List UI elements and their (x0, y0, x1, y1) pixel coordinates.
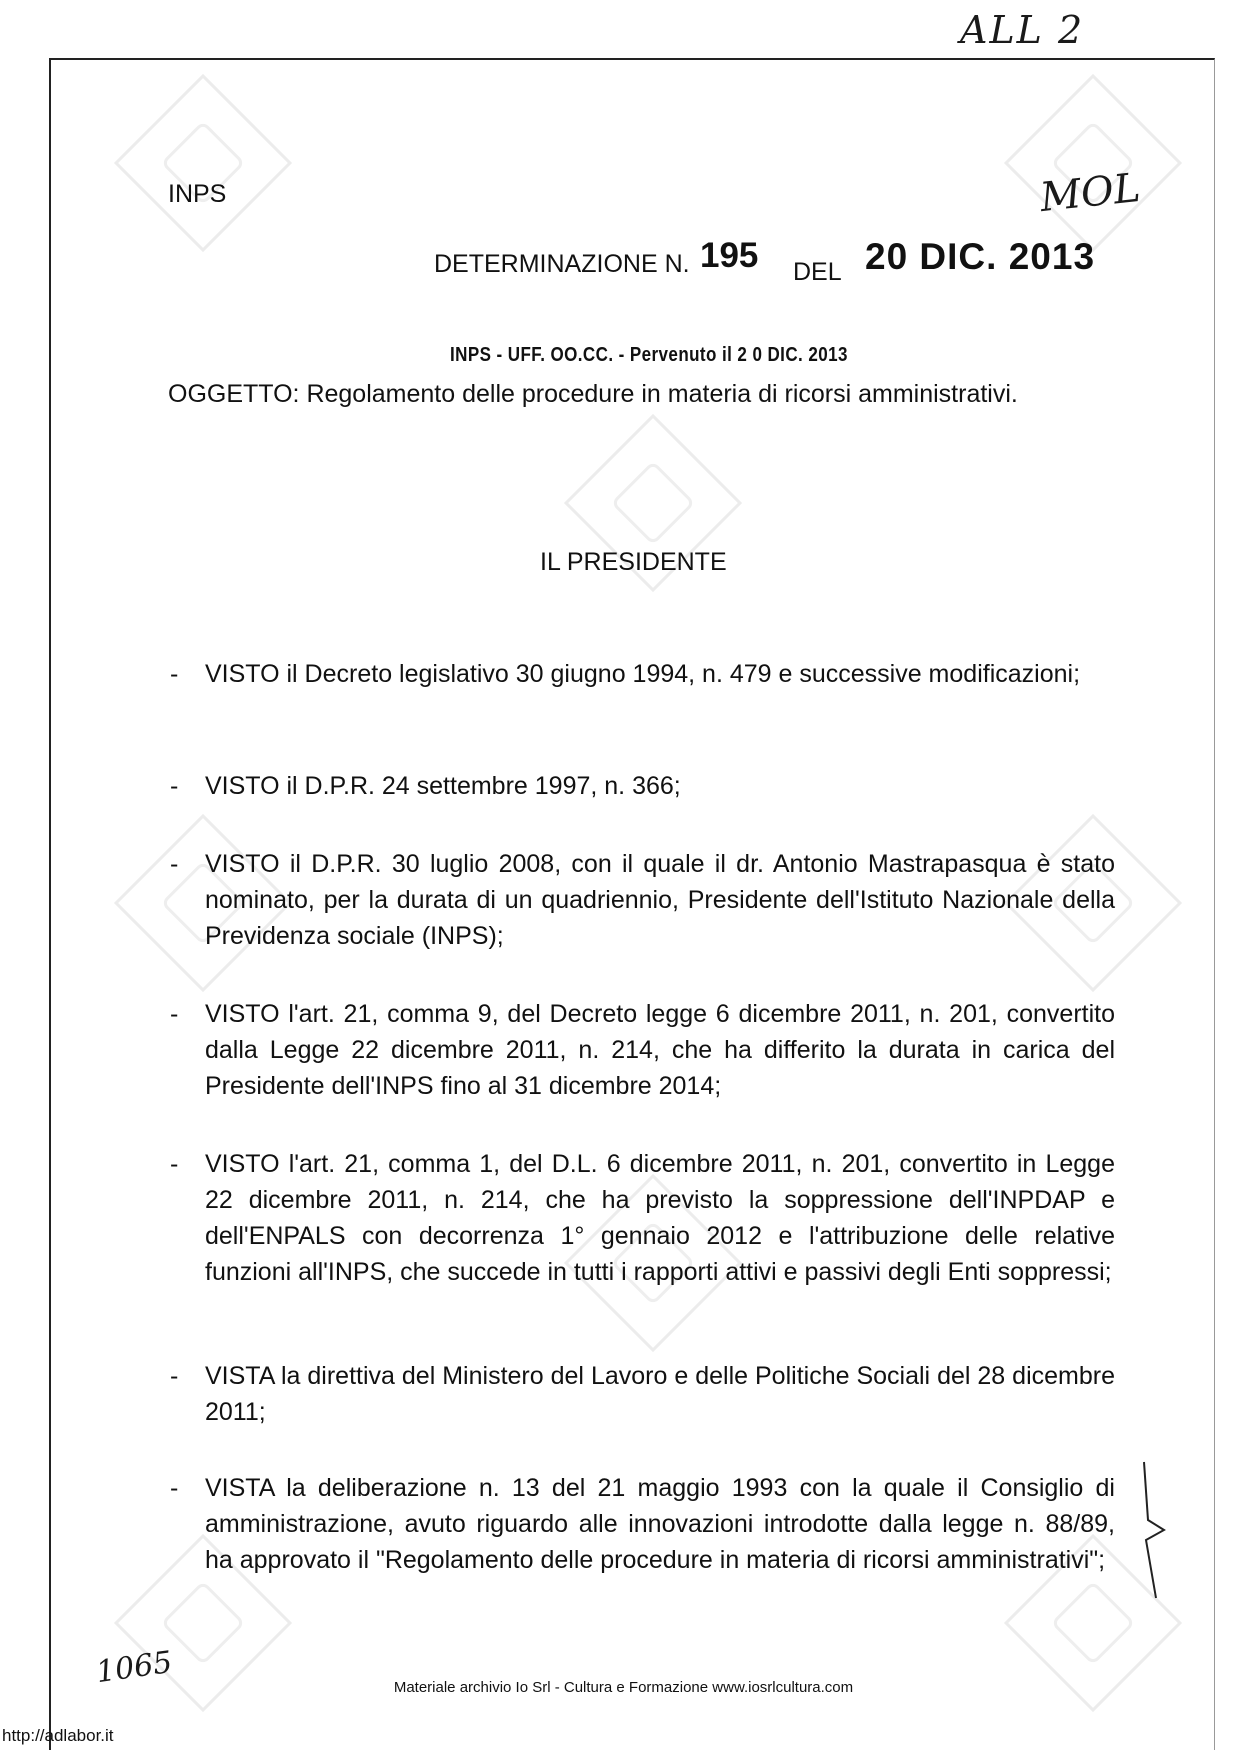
list-bullet: - (170, 850, 179, 878)
section-heading: IL PRESIDENTE (540, 548, 727, 576)
list-item (170, 768, 1115, 804)
clause-text: VISTO l'art. 21, comma 1, del D.L. 6 dicembre 2011, n. 201, convertito in Legge 22 dicembre 2011, n. 214, che ha previsto la soppressione dell'INPDAP e dell'ENPALS con decorrenza 1° gennaio 2012 e l'attribuzione delle relative funzioni all'INPS, che succede in tutti i rapporti attivi e passivi degli Enti soppressi; (205, 1150, 1115, 1286)
clause-text: VISTO il D.P.R. 30 luglio 2008, con il quale il dr. Antonio Mastrapasqua è stato nominato, per la durata di un quadriennio, Presidente dell'Istituto Nazionale della Previdenza sociale (INPS); (205, 850, 1115, 950)
list-bullet: - (170, 1474, 179, 1502)
receipt-stamp: INPS - UFF. OO.CC. - Pervenuto il 2 0 DIC. 2013 (450, 344, 848, 366)
organization-name: INPS (168, 180, 227, 208)
list-bullet: - (170, 772, 179, 800)
list-item (170, 996, 1115, 1104)
list-item (170, 1358, 1115, 1430)
handwritten-initials: MOL (1037, 164, 1143, 222)
handwritten-archive-number: 1065 (93, 1644, 175, 1691)
list-item (170, 1470, 1115, 1578)
date-label: DEL (793, 258, 842, 286)
clause-text: VISTA la deliberazione n. 13 del 21 maggio 1993 con la quale il Consiglio di amministrazione, avuto riguardo alle innovazioni introdotte dalla legge n. 88/89, ha approvato il "Regolamento delle procedure in materia di ricorsi amministrativi"; (205, 1474, 1115, 1574)
determination-number: 195 (700, 236, 759, 275)
clause-text: VISTO l'art. 21, comma 9, del Decreto legge 6 dicembre 2011, n. 201, convertito dalla Legge 22 dicembre 2011, n. 214, che ha differito la durata in carica del Presidente dell'INPS fino al 31 dicembre 2014; (205, 1000, 1115, 1100)
clause-text: VISTO il Decreto legislativo 30 giugno 1994, n. 479 e successive modificazioni; (205, 660, 1081, 688)
determination-label: DETERMINAZIONE N. (434, 250, 690, 278)
document-subject: OGGETTO: Regolamento delle procedure in materia di ricorsi amministrativi. (168, 380, 1018, 408)
list-bullet: - (170, 1150, 179, 1178)
clause-text: VISTA la direttiva del Ministero del Lavoro e delle Politiche Sociali del 28 dicembre 2011; (205, 1362, 1115, 1426)
handwritten-corner-note: ALL 2 (960, 8, 1085, 52)
list-bullet: - (170, 1362, 179, 1390)
handwritten-signature-mark (1138, 1460, 1168, 1600)
list-bullet: - (170, 660, 179, 688)
determination-date: 20 DIC. 2013 (865, 236, 1096, 277)
list-item (170, 1146, 1115, 1290)
clause-text: VISTO il D.P.R. 24 settembre 1997, n. 366; (205, 772, 681, 800)
list-item (170, 656, 1115, 692)
list-bullet: - (170, 1000, 179, 1028)
list-item (170, 846, 1115, 954)
source-url-link[interactable]: http://adlabor.it (2, 1726, 114, 1745)
footer-note: Materiale archivio Io Srl - Cultura e Formazione www.iosrlcultura.com (393, 1679, 854, 1696)
